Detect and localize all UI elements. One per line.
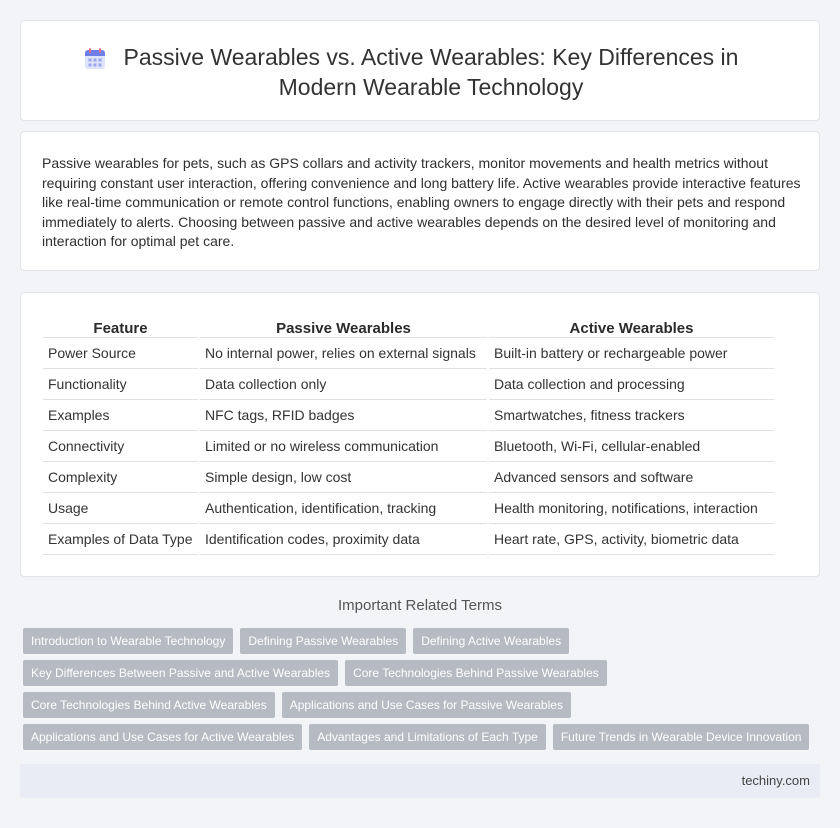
related-term-tag[interactable]: Defining Passive Wearables (240, 628, 406, 654)
feature-cell: Functionality (43, 369, 198, 400)
related-term-tag[interactable]: Defining Active Wearables (413, 628, 569, 654)
header-active: Active Wearables (489, 316, 774, 338)
passive-cell: Simple design, low cost (200, 462, 487, 493)
passive-cell: NFC tags, RFID badges (200, 400, 487, 431)
active-cell: Data collection and processing (489, 369, 774, 400)
passive-cell: Authentication, identification, tracking (200, 493, 487, 524)
related-term-tag[interactable]: Introduction to Wearable Technology (23, 628, 233, 654)
comparison-table (41, 316, 776, 555)
active-cell: Health monitoring, notifications, interaction (489, 493, 774, 524)
feature-cell: Examples of Data Type (43, 524, 198, 555)
table-row (43, 369, 774, 400)
table-row (43, 493, 774, 524)
table-row (43, 462, 774, 493)
feature-cell: Power Source (43, 338, 198, 369)
passive-cell: Limited or no wireless communication (200, 431, 487, 462)
related-term-tag[interactable]: Key Differences Between Passive and Active Wearables (23, 660, 338, 686)
table-row (43, 524, 774, 555)
tag-row (23, 628, 823, 654)
table-row (43, 431, 774, 462)
header-card (20, 20, 820, 121)
feature-cell: Usage (43, 493, 198, 524)
feature-cell: Complexity (43, 462, 198, 493)
table-header-row (43, 316, 774, 338)
active-cell: Built-in battery or rechargeable power (489, 338, 774, 369)
active-cell: Heart rate, GPS, activity, biometric data (489, 524, 774, 555)
active-cell: Bluetooth, Wi-Fi, cellular-enabled (489, 431, 774, 462)
page-title: Passive Wearables vs. Active Wearables: Key Differences in Modern Wearable Technology (123, 43, 739, 100)
tag-row (23, 692, 823, 718)
related-term-tag[interactable]: Core Technologies Behind Passive Wearables (345, 660, 607, 686)
related-terms-list (23, 628, 823, 756)
related-term-tag[interactable]: Applications and Use Cases for Passive Wearables (282, 692, 571, 718)
feature-cell: Examples (43, 400, 198, 431)
header-feature: Feature (43, 316, 198, 338)
passive-cell: No internal power, relies on external signals (200, 338, 487, 369)
footer (20, 764, 820, 798)
passive-cell: Identification codes, proximity data (200, 524, 487, 555)
related-term-tag[interactable]: Core Technologies Behind Active Wearables (23, 692, 275, 718)
active-cell: Smartwatches, fitness trackers (489, 400, 774, 431)
comparison-card (20, 292, 820, 577)
footer-site-link[interactable]: techiny.com (741, 773, 810, 788)
header-passive: Passive Wearables (200, 316, 487, 338)
summary-text: Passive wearables for pets, such as GPS collars and activity trackers, monitor movements and health metrics without requiring constant user interaction, offering convenience and long battery life. Active wearables provide interactive features like real-time communication or remote control functions, enabling owners to engage directly with their pets and respond immediately to alerts. Choosing between passive and active wearables depends on the desired level of monitoring and interaction for optimal pet care. (42, 155, 801, 250)
active-cell: Advanced sensors and software (489, 462, 774, 493)
summary-card (20, 131, 820, 271)
passive-cell: Data collection only (200, 369, 487, 400)
related-term-tag[interactable]: Future Trends in Wearable Device Innovation (553, 724, 810, 750)
feature-cell: Connectivity (43, 431, 198, 462)
related-term-tag[interactable]: Applications and Use Cases for Active Wearables (23, 724, 302, 750)
tag-row (23, 724, 823, 750)
tag-row (23, 660, 823, 686)
table-row (43, 400, 774, 431)
related-terms-title: Important Related Terms (338, 597, 502, 614)
table-row (43, 338, 774, 369)
related-term-tag[interactable]: Advantages and Limitations of Each Type (309, 724, 546, 750)
